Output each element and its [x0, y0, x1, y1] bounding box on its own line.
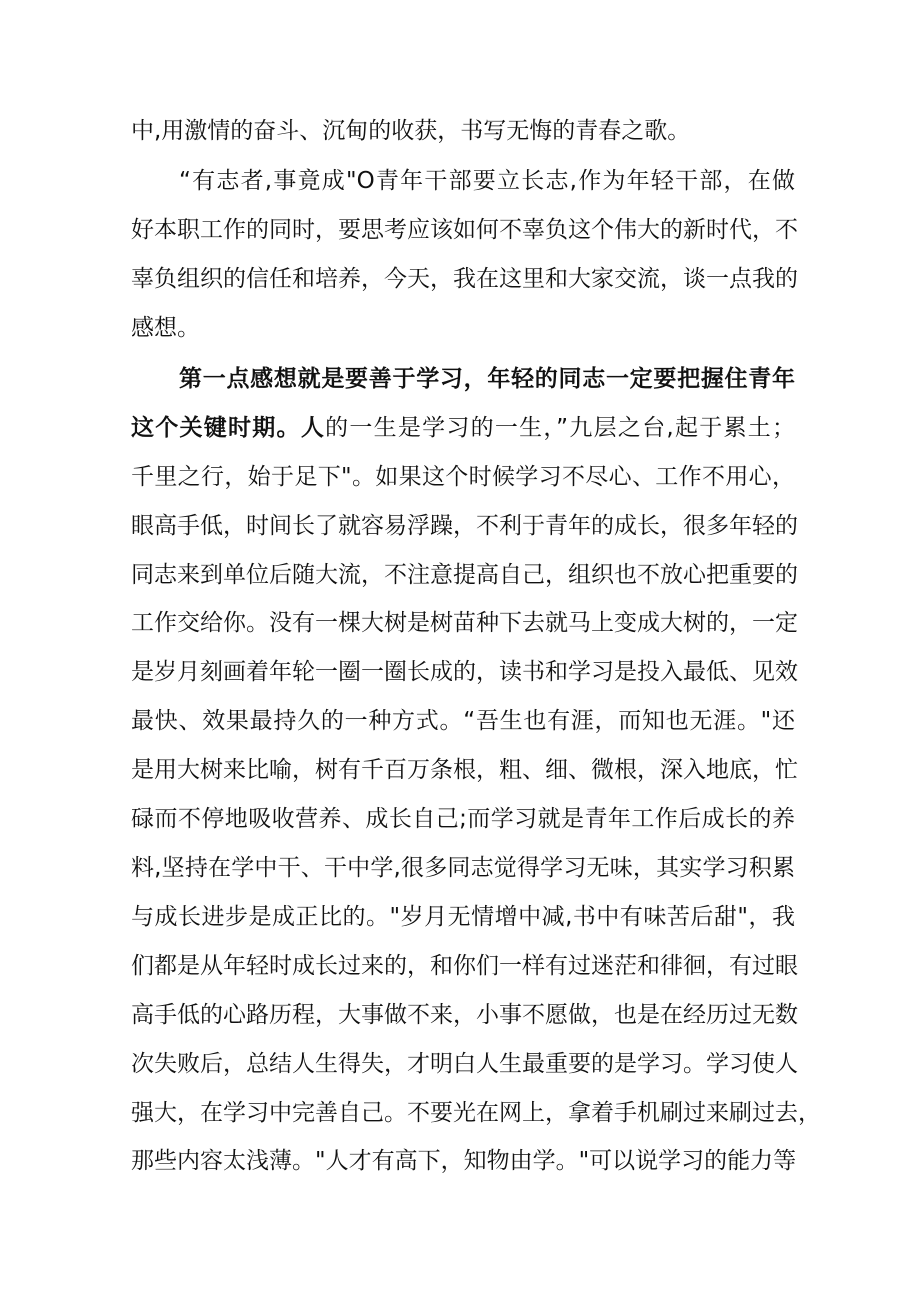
text-line: 碌而不停地吸收营养、成长自己;而学习就是青年工作后成长的养 — [131, 806, 795, 832]
text-line: 与成长进步是成正比的。"岁月无情增中减,书中有味苦后甜"，我 — [131, 904, 795, 930]
bold-heading-text: 这个关键时期。人 — [131, 415, 326, 441]
text-line: 次失败后，总结人生得失，才明白人生最重要的是学习。学习使人 — [131, 1051, 798, 1077]
text-line: 中,用激情的奋斗、沉甸的收获，书写无悔的青春之歌。 — [131, 118, 691, 144]
text-line: 眼高手低，时间长了就容易浮躁，不利于青年的成长，很多年轻的 — [131, 513, 798, 539]
text-line: 强大，在学习中完善自己。不要光在网上，拿着手机刷过来刷过去， — [131, 1100, 821, 1126]
text-line: 们都是从年轻时成长过来的，和你们一样有过迷茫和徘徊，有过眼 — [131, 953, 798, 979]
text-span: 的一生是学习的一生，”九层之台,起于累土； — [325, 415, 795, 441]
text-line: 同志来到单位后随大流，不注意提高自己，组织也不放心把重要的 — [131, 562, 798, 588]
text-line: 辜负组织的信任和培养，今天，我在这里和大家交流，谈一点我的 — [131, 266, 798, 292]
text-line: 料,坚持在学中干、干中学,很多同志觉得学习无味，其实学习积累 — [131, 855, 795, 881]
text-line: 好本职工作的同时，要思考应该如何不辜负这个伟大的新时代，不 — [131, 217, 798, 243]
mixed-text-line — [131, 413, 795, 443]
text-line: 那些内容太浅薄。"人才有高下，知物由学。"可以说学习的能力等 — [131, 1148, 797, 1174]
text-line: “有志者,事竟成"O青年干部要立长志,作为年轻干部，在做 — [179, 168, 795, 194]
text-line: 感想。 — [131, 315, 200, 341]
text-line: 工作交给你。没有一棵大树是树苗种下去就马上变成大树的，一定 — [131, 610, 798, 636]
bold-heading-line: 第一点感想就是要善于学习，年轻的同志一定要把握住青年 — [179, 366, 795, 392]
text-line: 高手低的心路历程，大事做不来，小事不愿做，也是在经历过无数 — [131, 1002, 798, 1028]
text-line: 是岁月刻画着年轮一圈一圈长成的，读书和学习是投入最低、见效 — [131, 659, 798, 685]
text-line: 最快、效果最持久的一种方式。“吾生也有涯，而知也无涯。"还 — [131, 708, 795, 734]
text-line: 是用大树来比喻，树有千百万条根，粗、细、微根，深入地底，忙 — [131, 757, 798, 783]
text-line: 千里之行，始于足下"。如果这个时候学习不尽心、工作不用心， — [131, 464, 795, 490]
